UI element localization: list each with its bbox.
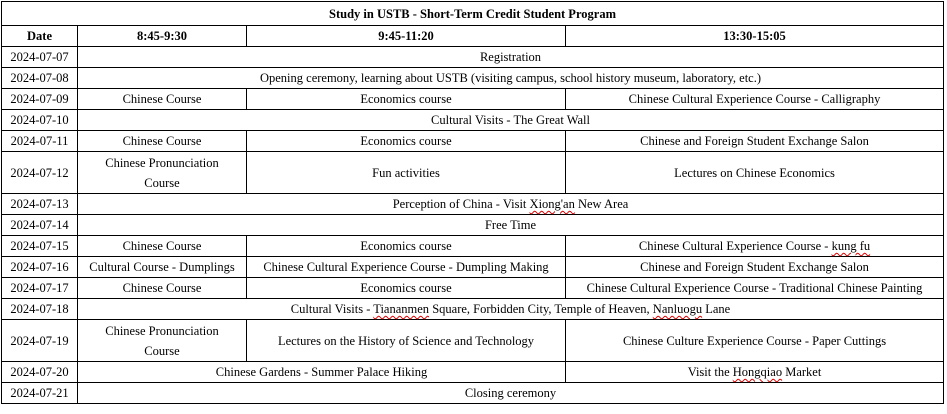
- slot-1-cell: Chinese Course: [78, 131, 247, 152]
- slot-3-cell: Chinese and Foreign Student Exchange Salon: [566, 257, 944, 278]
- text: Cultural Visits -: [290, 302, 374, 316]
- table-row: [2, 215, 944, 236]
- title-row: [2, 2, 944, 26]
- spellcheck-text: kung fu: [831, 239, 871, 253]
- activity-cell: [78, 299, 944, 320]
- header-row: [2, 26, 944, 47]
- spellcheck-text: Hongqiao: [732, 365, 783, 379]
- header-slot-2: 9:45-11:20: [247, 26, 566, 47]
- activity-cell: Closing ceremony: [78, 383, 944, 404]
- date-cell: 2024-07-17: [2, 278, 78, 299]
- table-row: [2, 194, 944, 215]
- slot-3-cell: Lectures on Chinese Economics: [566, 152, 944, 194]
- slot-1-cell: Chinese Pronunciation Course: [78, 152, 247, 194]
- slot-2-cell: Economics course: [247, 89, 566, 110]
- slot-1-cell: Cultural Course - Dumplings: [78, 257, 247, 278]
- slot-2-cell: Lectures on the History of Science and Technology: [247, 320, 566, 362]
- slot-3-cell: Chinese Culture Experience Course - Paper Cuttings: [566, 320, 944, 362]
- table-row: [2, 257, 944, 278]
- table-row: [2, 299, 944, 320]
- activity-cell: Registration: [78, 47, 944, 68]
- activity-cell: Opening ceremony, learning about USTB (visiting campus, school history museum, laboratory, etc.): [78, 68, 944, 89]
- text: Market: [782, 365, 822, 379]
- slot-3-cell: [566, 362, 944, 383]
- text: Lane: [702, 302, 731, 316]
- table-row: [2, 278, 944, 299]
- date-cell: 2024-07-09: [2, 89, 78, 110]
- date-cell: 2024-07-20: [2, 362, 78, 383]
- slot-3-cell: Chinese Cultural Experience Course - Traditional Chinese Painting: [566, 278, 944, 299]
- slot-3-cell: [566, 236, 944, 257]
- activity-cell: Free Time: [78, 215, 944, 236]
- table-row: [2, 47, 944, 68]
- text: Chinese Cultural Experience Course -: [638, 239, 832, 253]
- date-cell: 2024-07-11: [2, 131, 78, 152]
- date-cell: 2024-07-12: [2, 152, 78, 194]
- text: New Area: [574, 197, 629, 211]
- spellcheck-text: Xiong'an: [529, 197, 575, 211]
- table-row: [2, 152, 944, 194]
- table-title: Study in USTB - Short-Term Credit Student Program: [2, 2, 944, 26]
- activity-cell: [78, 194, 944, 215]
- header-date: Date: [2, 26, 78, 47]
- date-cell: 2024-07-19: [2, 320, 78, 362]
- slot-2-cell: Economics course: [247, 131, 566, 152]
- header-slot-3: 13:30-15:05: [566, 26, 944, 47]
- slot-1-cell: Chinese Course: [78, 278, 247, 299]
- date-cell: 2024-07-21: [2, 383, 78, 404]
- date-cell: 2024-07-14: [2, 215, 78, 236]
- text: Perception of China - Visit: [392, 197, 530, 211]
- table-row: [2, 131, 944, 152]
- slot-2-cell: Economics course: [247, 278, 566, 299]
- table-row: [2, 110, 944, 131]
- date-cell: 2024-07-13: [2, 194, 78, 215]
- date-cell: 2024-07-08: [2, 68, 78, 89]
- text: Visit the: [687, 365, 733, 379]
- slot-2-cell: Fun activities: [247, 152, 566, 194]
- slot-3-cell: Chinese and Foreign Student Exchange Salon: [566, 131, 944, 152]
- table-row: [2, 362, 944, 383]
- table-row: [2, 320, 944, 362]
- slot-1-cell: Chinese Pronunciation Course: [78, 320, 247, 362]
- table-row: [2, 383, 944, 404]
- date-cell: 2024-07-18: [2, 299, 78, 320]
- spellcheck-text: Nanluogu: [652, 302, 703, 316]
- spellcheck-text: Tiananmen: [373, 302, 430, 316]
- date-cell: 2024-07-16: [2, 257, 78, 278]
- date-cell: 2024-07-10: [2, 110, 78, 131]
- slot-2-cell: Economics course: [247, 236, 566, 257]
- slot-1-2-cell: Chinese Gardens - Summer Palace Hiking: [78, 362, 566, 383]
- table-row: [2, 236, 944, 257]
- activity-cell: Cultural Visits - The Great Wall: [78, 110, 944, 131]
- slot-1-cell: Chinese Course: [78, 89, 247, 110]
- header-slot-1: 8:45-9:30: [78, 26, 247, 47]
- slot-1-cell: Chinese Course: [78, 236, 247, 257]
- date-cell: 2024-07-07: [2, 47, 78, 68]
- schedule-table: [1, 1, 944, 404]
- text: Square, Forbidden City, Temple of Heaven,: [429, 302, 653, 316]
- table-row: [2, 68, 944, 89]
- slot-3-cell: Chinese Cultural Experience Course - Calligraphy: [566, 89, 944, 110]
- slot-2-cell: Chinese Cultural Experience Course - Dumpling Making: [247, 257, 566, 278]
- date-cell: 2024-07-15: [2, 236, 78, 257]
- table-row: [2, 89, 944, 110]
